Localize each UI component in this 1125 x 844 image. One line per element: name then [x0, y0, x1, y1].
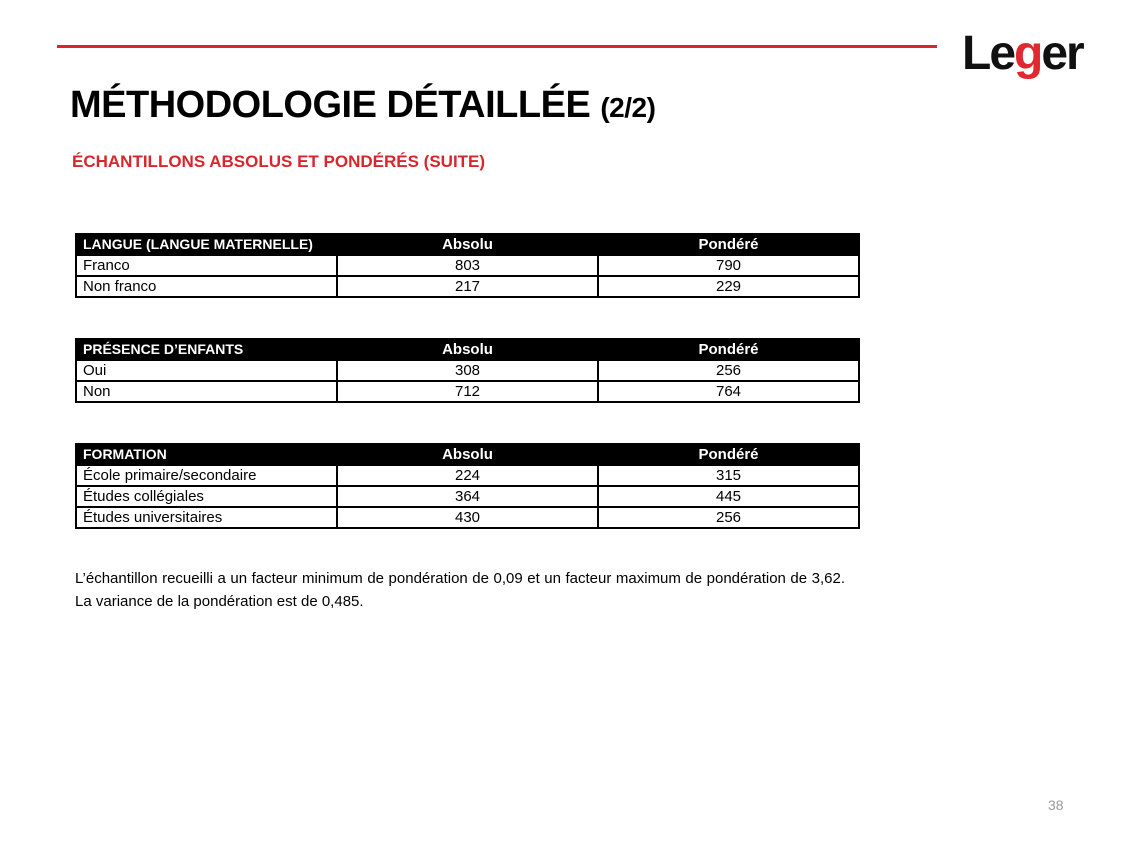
table-cell: Franco [76, 255, 337, 276]
header-divider [57, 45, 937, 48]
table-header-row [76, 234, 859, 255]
section-subtitle: ÉCHANTILLONS ABSOLUS ET PONDÉRÉS (SUITE) [72, 152, 486, 171]
table-cell: Études collégiales [76, 486, 337, 507]
table-cell: 445 [598, 486, 859, 507]
table-cell: Non [76, 381, 337, 402]
table-row [76, 360, 859, 381]
sample-table [75, 443, 860, 529]
column-header: Pondéré [598, 444, 859, 465]
page-number: 38 [1048, 797, 1064, 813]
column-header: Absolu [337, 444, 598, 465]
column-header: PRÉSENCE D’ENFANTS [76, 339, 337, 360]
column-header: Pondéré [598, 339, 859, 360]
page-title [70, 84, 655, 127]
table-cell: 224 [337, 465, 598, 486]
table-cell: 229 [598, 276, 859, 297]
title-suffix: (2/2) [600, 92, 656, 123]
title-text: MÉTHODOLOGIE DÉTAILLÉE [70, 84, 591, 126]
table-cell: 256 [598, 360, 859, 381]
leger-logo: Leger [962, 27, 1083, 80]
column-header: Pondéré [598, 234, 859, 255]
table-cell: 764 [598, 381, 859, 402]
table-row [76, 276, 859, 297]
table-cell: École primaire/secondaire [76, 465, 337, 486]
table-row [76, 486, 859, 507]
table-header-row [76, 444, 859, 465]
weighting-note: L’échantillon recueilli a un facteur minimum de pondération de 0,09 et un facteur maximum de pondération de 3,62. La variance de la pondération est de 0,485. [75, 570, 845, 610]
table-cell: 315 [598, 465, 859, 486]
table-row [76, 507, 859, 528]
column-header: FORMATION [76, 444, 337, 465]
table-cell: 790 [598, 255, 859, 276]
table-row [76, 381, 859, 402]
column-header: Absolu [337, 234, 598, 255]
table-row [76, 255, 859, 276]
table-cell: Non franco [76, 276, 337, 297]
table-cell: Oui [76, 360, 337, 381]
table-cell: 712 [337, 381, 598, 402]
table-cell: 217 [337, 276, 598, 297]
table-row [76, 465, 859, 486]
column-header: LANGUE (LANGUE MATERNELLE) [76, 234, 337, 255]
table-cell: 308 [337, 360, 598, 381]
table-cell: 430 [337, 507, 598, 528]
table-header-row [76, 339, 859, 360]
table-cell: 256 [598, 507, 859, 528]
table-cell: 364 [337, 486, 598, 507]
column-header: Absolu [337, 339, 598, 360]
sample-table [75, 338, 860, 403]
table-cell: Études universitaires [76, 507, 337, 528]
sample-table [75, 233, 860, 298]
table-cell: 803 [337, 255, 598, 276]
